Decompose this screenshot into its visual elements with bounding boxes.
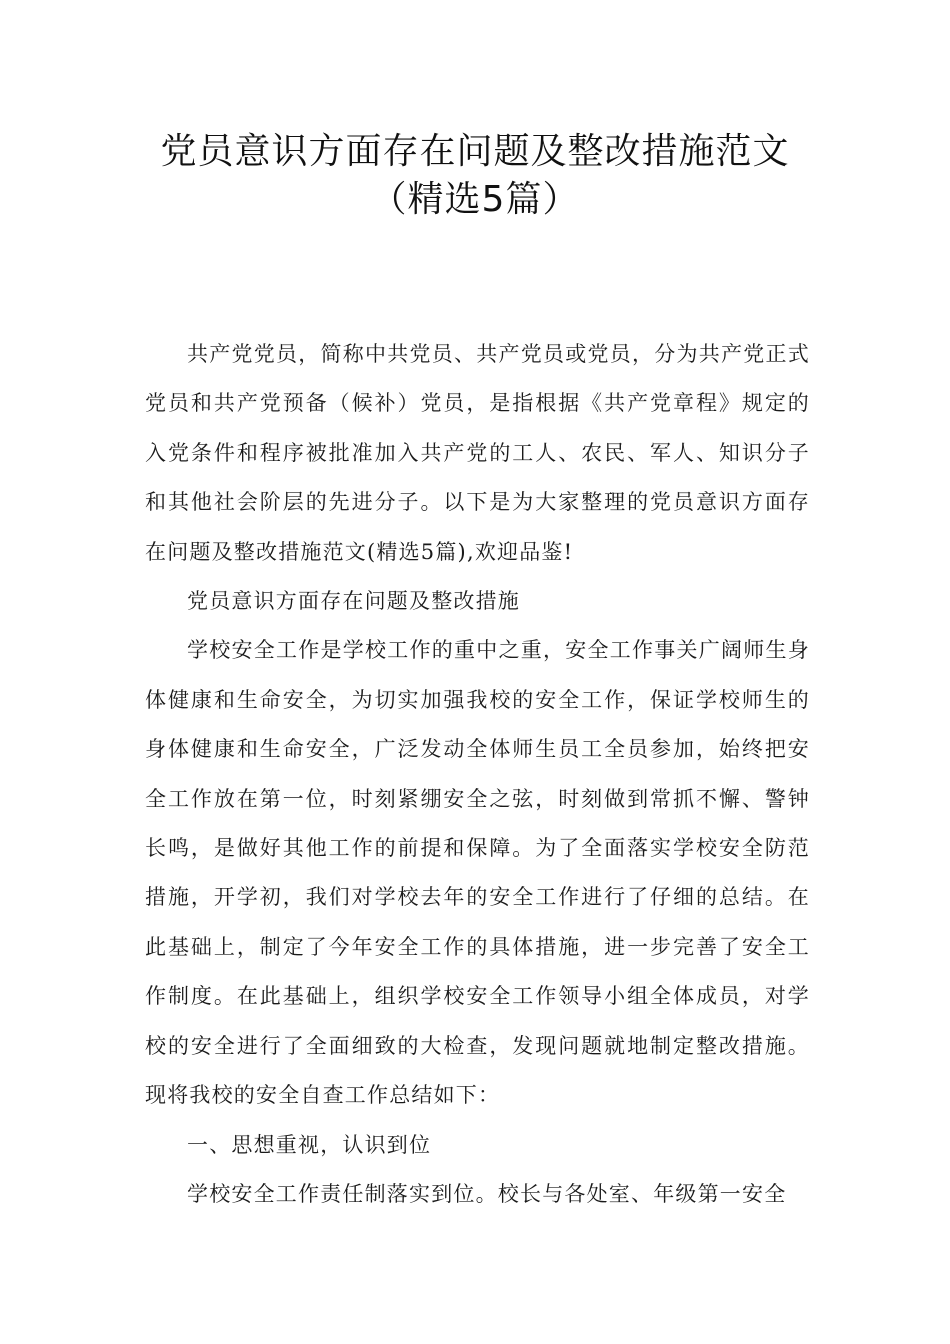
section-heading-main: 党员意识方面存在问题及整改措施 — [187, 589, 520, 614]
body-paragraph-safety: 学校安全工作是学校工作的重中之重，安全工作事关广阔师生身体健康和生命安全，为切实加强我校的安全工作，保证学校师生的身体健康和生命安全，广泛发动全体师生员工全员参加，始终把安全工作放在第一位，时刻紧绷安全之弦，时刻做到常抓不懈、警钟长鸣，是做好其他工作的前提和保障。为了全面落实学校安全防范措施，开学初，我们对学校去年的安全工作进行了仔细的总结。在此基础上，制定了今年安全工作的具体措施，进一步完善了安全工作制度。在此基础上，组织学校安全工作领导小组全体成员，对学校的安全进行了全面细致的大检查，发现问题就地制定整改措施。现将我校的安全自查工作总结如下： — [145, 638, 810, 1108]
document-body — [145, 330, 810, 1219]
section-heading-1: 一、思想重视，认识到位 — [187, 1132, 432, 1157]
title-line-2: （精选5篇） — [370, 179, 580, 220]
intro-paragraph: 共产党党员，简称中共党员、共产党员或党员，分为共产党正式党员和共产党预备（候补）党员，是指根据《共产党章程》规定的入党条件和程序被批准加入共产党的工人、农民、军人、知识分子和其他社会阶层的先进分子。以下是为大家整理的党员意识方面存在问题及整改措施范文(精选5篇),欢迎品鉴! — [145, 342, 810, 564]
document-title — [0, 128, 950, 224]
title-line-1: 党员意识方面存在问题及整改措施范文 — [160, 131, 790, 172]
body-paragraph-responsibility: 学校安全工作责任制落实到位。校长与各处室、年级第一安全 — [187, 1181, 787, 1206]
